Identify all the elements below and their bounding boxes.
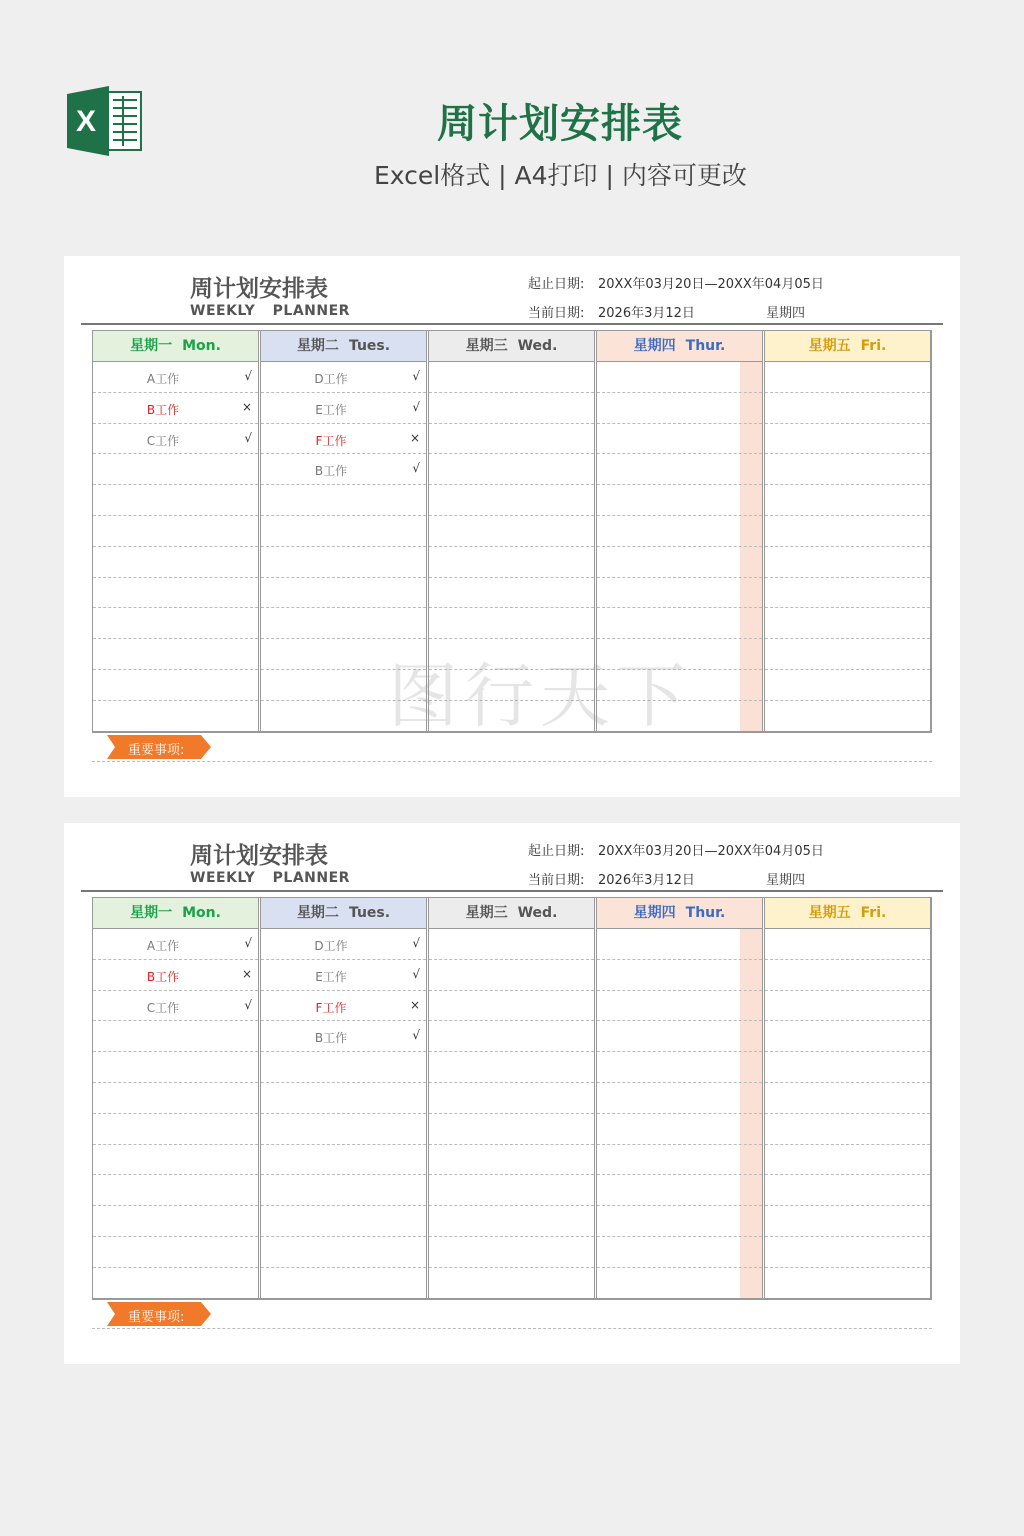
task-row[interactable] <box>93 1021 258 1052</box>
check-mark-icon[interactable]: √ <box>412 461 420 476</box>
cross-mark-icon[interactable]: × <box>241 966 252 981</box>
task-row[interactable] <box>429 485 594 516</box>
task-row[interactable] <box>429 1268 594 1299</box>
task-row[interactable] <box>597 929 762 960</box>
day-header <box>261 898 426 929</box>
task-row[interactable] <box>93 362 258 393</box>
task-row[interactable] <box>93 1237 258 1268</box>
task-row[interactable] <box>597 1206 762 1237</box>
task-name: B工作 <box>146 402 180 417</box>
task-row[interactable] <box>597 578 762 609</box>
task-row[interactable] <box>429 424 594 455</box>
task-row[interactable] <box>93 424 258 455</box>
task-row[interactable] <box>765 578 930 609</box>
task-row[interactable] <box>765 1268 930 1299</box>
page-title: 周计划安排表 <box>437 101 683 147</box>
task-row[interactable] <box>597 516 762 547</box>
task-row[interactable] <box>765 960 930 991</box>
day-name-cn: 星期四 <box>633 338 676 354</box>
task-row[interactable] <box>765 424 930 455</box>
task-row[interactable] <box>597 1268 762 1299</box>
task-row[interactable] <box>765 393 930 424</box>
task-name: F工作 <box>315 433 347 448</box>
task-row[interactable] <box>261 960 426 991</box>
task-row[interactable] <box>429 991 594 1022</box>
task-row[interactable] <box>261 547 426 578</box>
task-row[interactable] <box>261 424 426 455</box>
day-header <box>93 898 258 929</box>
task-row[interactable] <box>261 485 426 516</box>
range-label: 起止日期: <box>528 277 585 292</box>
task-name: C工作 <box>146 1000 180 1015</box>
task-row[interactable] <box>765 1175 930 1206</box>
task-row[interactable] <box>765 991 930 1022</box>
check-mark-icon[interactable]: √ <box>412 966 420 981</box>
task-row[interactable] <box>93 639 258 670</box>
task-row[interactable] <box>261 1237 426 1268</box>
task-row[interactable] <box>261 578 426 609</box>
task-row[interactable] <box>93 701 258 732</box>
sheet-subtitle: WEEKLY PLANNER <box>190 870 350 886</box>
task-row[interactable] <box>261 516 426 547</box>
day-column <box>92 331 259 731</box>
task-row[interactable] <box>597 1114 762 1145</box>
task-row[interactable] <box>261 929 426 960</box>
cross-mark-icon[interactable]: × <box>409 997 420 1012</box>
task-row[interactable] <box>261 1175 426 1206</box>
day-column <box>92 898 259 1298</box>
range-label: 起止日期: <box>528 844 585 859</box>
day-name-en: Thur. <box>685 905 726 921</box>
check-mark-icon[interactable]: √ <box>244 997 252 1012</box>
task-row[interactable] <box>429 547 594 578</box>
task-row[interactable] <box>765 1021 930 1052</box>
task-row[interactable] <box>93 1145 258 1176</box>
task-row[interactable] <box>765 929 930 960</box>
task-row[interactable] <box>765 362 930 393</box>
day-name-cn: 星期五 <box>808 905 851 921</box>
week-grid <box>92 897 932 1299</box>
task-row[interactable] <box>93 1206 258 1237</box>
task-name: D工作 <box>314 939 348 953</box>
task-row[interactable] <box>261 991 426 1022</box>
task-row[interactable] <box>597 454 762 485</box>
task-row[interactable] <box>261 608 426 639</box>
task-row[interactable] <box>429 1175 594 1206</box>
cross-mark-icon[interactable]: × <box>241 399 252 414</box>
task-row[interactable] <box>93 485 258 516</box>
task-row[interactable] <box>93 670 258 701</box>
task-row[interactable] <box>597 1175 762 1206</box>
day-name-en: Tues. <box>348 905 391 921</box>
day-column <box>428 898 595 1298</box>
task-row[interactable] <box>597 991 762 1022</box>
task-row[interactable] <box>597 1237 762 1268</box>
task-row[interactable] <box>261 1145 426 1176</box>
day-header <box>597 331 762 362</box>
task-name: A工作 <box>146 939 180 953</box>
task-name: C工作 <box>146 433 180 448</box>
task-row[interactable] <box>93 393 258 424</box>
task-row[interactable] <box>93 960 258 991</box>
task-row[interactable] <box>93 1052 258 1083</box>
day-header <box>597 898 762 929</box>
day-name-cn: 星期五 <box>808 338 851 354</box>
task-row[interactable] <box>765 516 930 547</box>
task-row[interactable] <box>93 516 258 547</box>
day-header <box>429 331 594 362</box>
task-row[interactable] <box>597 393 762 424</box>
day-name-en: Fri. <box>860 905 887 921</box>
task-name: A工作 <box>146 372 180 386</box>
task-row[interactable] <box>597 424 762 455</box>
task-row[interactable] <box>261 362 426 393</box>
page-subtitle: Excel格式 | A4打印 | 内容可更改 <box>374 161 747 190</box>
day-column <box>260 898 427 1298</box>
current-date-label: 当前日期: <box>528 306 585 321</box>
range-value[interactable]: 20XX年03月20日—20XX年04月05日 <box>598 277 824 292</box>
task-row[interactable] <box>597 608 762 639</box>
check-mark-icon[interactable]: √ <box>412 1028 420 1043</box>
task-row[interactable] <box>429 1145 594 1176</box>
task-row[interactable] <box>93 547 258 578</box>
sheet-subtitle: WEEKLY PLANNER <box>190 303 350 319</box>
sheet-title: 周计划安排表 <box>190 843 328 869</box>
day-column <box>764 331 931 731</box>
header-divider <box>81 890 943 892</box>
task-row[interactable] <box>765 639 930 670</box>
task-row[interactable] <box>765 1052 930 1083</box>
task-row[interactable] <box>93 929 258 960</box>
current-date-value[interactable]: 2026年3月12日 <box>598 873 695 888</box>
check-mark-icon[interactable]: √ <box>244 369 252 383</box>
task-row[interactable] <box>765 485 930 516</box>
task-row[interactable] <box>93 454 258 485</box>
day-header <box>765 898 930 929</box>
task-row[interactable] <box>93 608 258 639</box>
day-name-cn: 星期二 <box>296 338 339 354</box>
check-mark-icon[interactable]: √ <box>412 369 420 383</box>
task-name: B工作 <box>314 1031 348 1046</box>
check-mark-icon[interactable]: √ <box>244 430 252 445</box>
day-name-en: Thur. <box>685 338 726 354</box>
day-name-en: Wed. <box>517 338 558 354</box>
task-row[interactable] <box>429 1083 594 1114</box>
task-row[interactable] <box>429 362 594 393</box>
task-row[interactable] <box>261 1021 426 1052</box>
task-row[interactable] <box>261 1083 426 1114</box>
day-name-en: Tues. <box>348 338 391 354</box>
task-name: F工作 <box>315 1000 347 1015</box>
day-column <box>764 898 931 1298</box>
task-row[interactable] <box>597 485 762 516</box>
day-name-cn: 星期三 <box>465 905 508 921</box>
day-name-cn: 星期四 <box>633 905 676 921</box>
task-row[interactable] <box>429 393 594 424</box>
task-row[interactable] <box>261 1206 426 1237</box>
day-name-en: Mon. <box>182 338 221 354</box>
task-name: E工作 <box>315 402 347 417</box>
task-row[interactable] <box>261 454 426 485</box>
day-header <box>261 331 426 362</box>
task-name: D工作 <box>314 372 348 386</box>
check-mark-icon[interactable]: √ <box>412 936 420 950</box>
task-row[interactable] <box>765 547 930 578</box>
day-header <box>429 898 594 929</box>
check-mark-icon[interactable]: √ <box>244 936 252 950</box>
day-name-en: Mon. <box>182 905 221 921</box>
task-row[interactable] <box>429 608 594 639</box>
task-row[interactable] <box>765 1114 930 1145</box>
task-row[interactable] <box>597 1083 762 1114</box>
task-row[interactable] <box>429 454 594 485</box>
current-weekday[interactable]: 星期四 <box>766 873 806 888</box>
task-name: B工作 <box>314 464 348 479</box>
grid-bottom-rule <box>92 1298 932 1300</box>
task-row[interactable] <box>429 578 594 609</box>
notes-label: 重要事项: <box>128 1310 185 1325</box>
task-name: E工作 <box>315 969 347 984</box>
header-divider <box>81 323 943 325</box>
task-row[interactable] <box>597 1021 762 1052</box>
task-row[interactable] <box>765 670 930 701</box>
task-row[interactable] <box>261 393 426 424</box>
current-date-value[interactable]: 2026年3月12日 <box>598 306 695 321</box>
task-row[interactable] <box>93 1083 258 1114</box>
day-name-cn: 星期一 <box>130 905 173 921</box>
task-row[interactable] <box>765 454 930 485</box>
task-row[interactable] <box>261 1268 426 1299</box>
task-row[interactable] <box>429 929 594 960</box>
task-row[interactable] <box>93 578 258 609</box>
task-row[interactable] <box>597 362 762 393</box>
notes-line[interactable] <box>92 1328 932 1329</box>
day-name-cn: 星期三 <box>465 338 508 354</box>
svg-text:X: X <box>76 105 97 138</box>
task-row[interactable] <box>261 1052 426 1083</box>
range-value[interactable]: 20XX年03月20日—20XX年04月05日 <box>598 844 824 859</box>
day-column <box>596 898 763 1298</box>
task-row[interactable] <box>429 1021 594 1052</box>
day-name-cn: 星期一 <box>130 338 173 354</box>
day-header <box>93 331 258 362</box>
day-name-en: Fri. <box>860 338 887 354</box>
task-row[interactable] <box>429 1206 594 1237</box>
task-row[interactable] <box>429 516 594 547</box>
task-name: B工作 <box>146 969 180 984</box>
task-row[interactable] <box>597 1145 762 1176</box>
task-row[interactable] <box>93 1268 258 1299</box>
cross-mark-icon[interactable]: × <box>409 430 420 445</box>
task-row[interactable] <box>765 701 930 732</box>
task-row[interactable] <box>765 1206 930 1237</box>
task-row[interactable] <box>429 960 594 991</box>
task-row[interactable] <box>429 1052 594 1083</box>
current-date-label: 当前日期: <box>528 873 585 888</box>
day-name-cn: 星期二 <box>296 905 339 921</box>
task-row[interactable] <box>429 1114 594 1145</box>
task-row[interactable] <box>261 1114 426 1145</box>
task-row[interactable] <box>93 991 258 1022</box>
current-weekday[interactable]: 星期四 <box>766 306 806 321</box>
task-row[interactable] <box>765 608 930 639</box>
day-header <box>765 331 930 362</box>
notes-label: 重要事项: <box>128 743 185 758</box>
task-row[interactable] <box>597 1052 762 1083</box>
watermark: 图行天下 <box>388 655 692 737</box>
task-row[interactable] <box>765 1237 930 1268</box>
notes-line[interactable] <box>92 761 932 762</box>
task-row[interactable] <box>597 547 762 578</box>
task-row[interactable] <box>765 1083 930 1114</box>
task-row[interactable] <box>597 960 762 991</box>
planner-sheet <box>64 823 960 1364</box>
task-row[interactable] <box>93 1114 258 1145</box>
check-mark-icon[interactable]: √ <box>412 399 420 414</box>
day-name-en: Wed. <box>517 905 558 921</box>
task-row[interactable] <box>93 1175 258 1206</box>
task-row[interactable] <box>765 1145 930 1176</box>
task-row[interactable] <box>429 1237 594 1268</box>
sheet-title: 周计划安排表 <box>190 276 328 302</box>
